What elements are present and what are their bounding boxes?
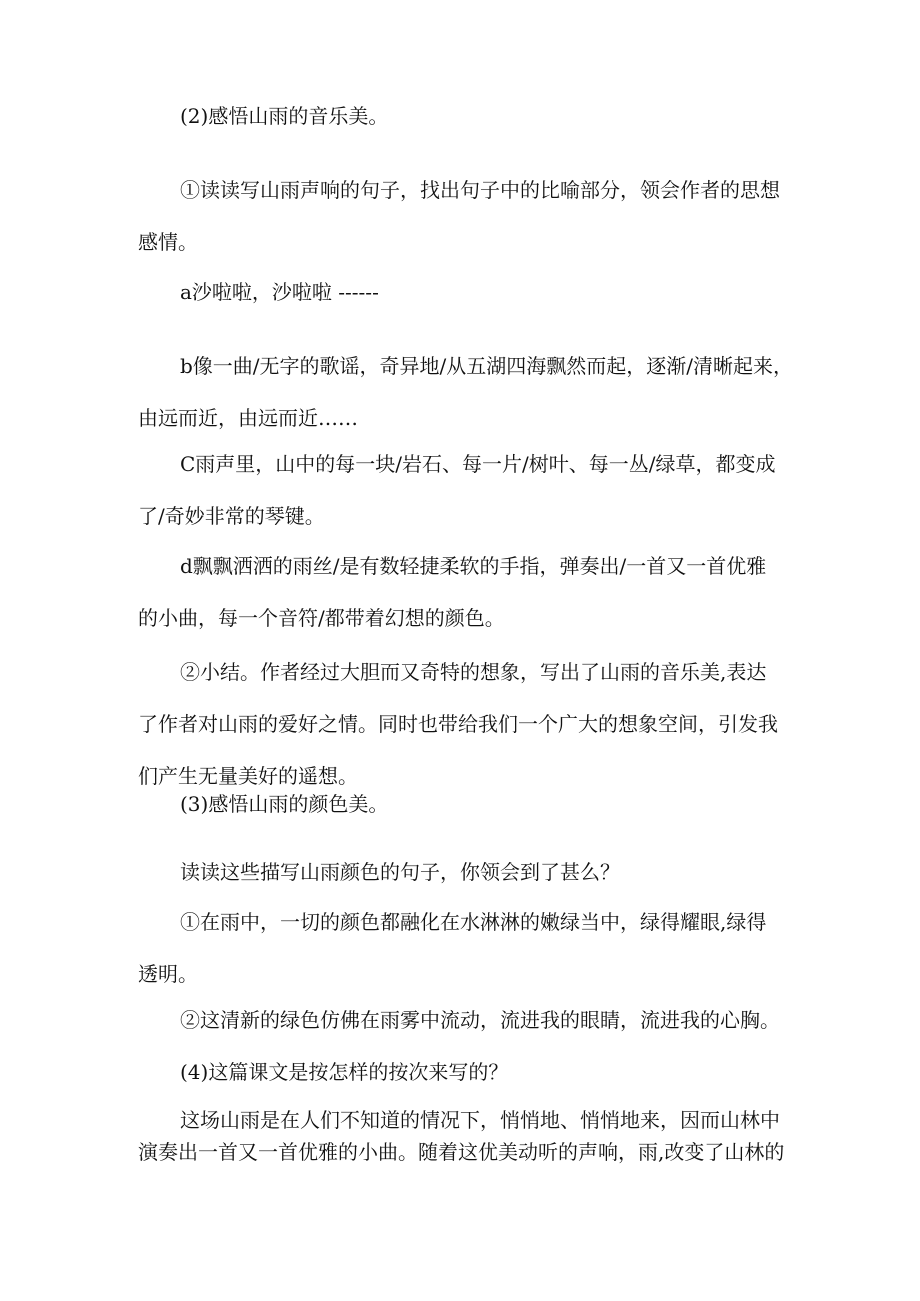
- text-line: 透明。: [138, 962, 198, 986]
- text-line: C雨声里，山中的每一块/岩石、每一片/树叶、每一丛/绿草，都变成: [180, 452, 776, 476]
- text-line: 这场山雨是在人们不知道的情况下，悄悄地、悄悄地来，因而山林中: [180, 1108, 780, 1132]
- paragraph-question: [138, 846, 788, 898]
- text-line: 演奏出一首又一首优雅的小曲。随着这优美动听的声响，雨,改变了山林的: [138, 1140, 785, 1164]
- text-line: 读读这些描写山雨颜色的句子，你领会到了甚么？: [180, 860, 620, 884]
- text-line: 由远而近，由远而近……: [138, 406, 358, 430]
- text-line: 的小曲，每一个音符/都带着幻想的颜色。: [138, 606, 505, 630]
- text-line: 感情。: [138, 230, 198, 254]
- text-line: 了/奇妙非常的琴键。: [138, 504, 325, 528]
- text-line: (3)感悟山雨的颜色美。: [180, 792, 389, 816]
- paragraph-b: [138, 340, 794, 444]
- text-line: 们产生无量美好的遥想。: [138, 764, 358, 788]
- heading-color-beauty: [138, 778, 788, 830]
- paragraph-color-2: [138, 994, 788, 1046]
- text-line: ②小结。作者经过大胆而又奇特的想象，写出了山雨的音乐美,表达: [180, 660, 767, 684]
- paragraph-color-1: [138, 896, 788, 1000]
- text-line: (2)感悟山雨的音乐美。: [180, 104, 389, 128]
- paragraph-d: [138, 540, 788, 644]
- text-line: d飘飘洒洒的雨丝/是有数轻捷柔软的手指，弹奏出/一首又一首优雅: [180, 554, 767, 578]
- text-line: 了作者对山雨的爱好之情。同时也带给我们一个广大的想象空间，引发我: [138, 712, 778, 736]
- text-line: a沙啦啦，沙啦啦 ------: [180, 280, 379, 304]
- text-line: b像一曲/无字的歌谣，奇异地/从五湖四海飘然而起，逐渐/清晰起来，: [180, 354, 794, 378]
- paragraph-order-answer: [138, 1104, 788, 1168]
- paragraph-instruction-1: [138, 164, 788, 268]
- text-line: ①在雨中，一切的颜色都融化在水淋淋的嫩绿当中，绿得耀眼,绿得: [180, 910, 767, 934]
- text-line: (4)这篇课文是按怎样的按次来写的？: [180, 1060, 509, 1084]
- text-line: ①读读写山雨声响的句子，找出句子中的比喻部分，领会作者的思想: [180, 178, 780, 202]
- paragraph-a: [138, 266, 788, 318]
- heading-music-beauty: [138, 90, 788, 142]
- heading-order: [138, 1046, 788, 1098]
- text-line: ②这清新的绿色仿佛在雨雾中流动，流进我的眼睛，流进我的心胸。: [180, 1008, 780, 1032]
- paragraph-c: [138, 438, 788, 542]
